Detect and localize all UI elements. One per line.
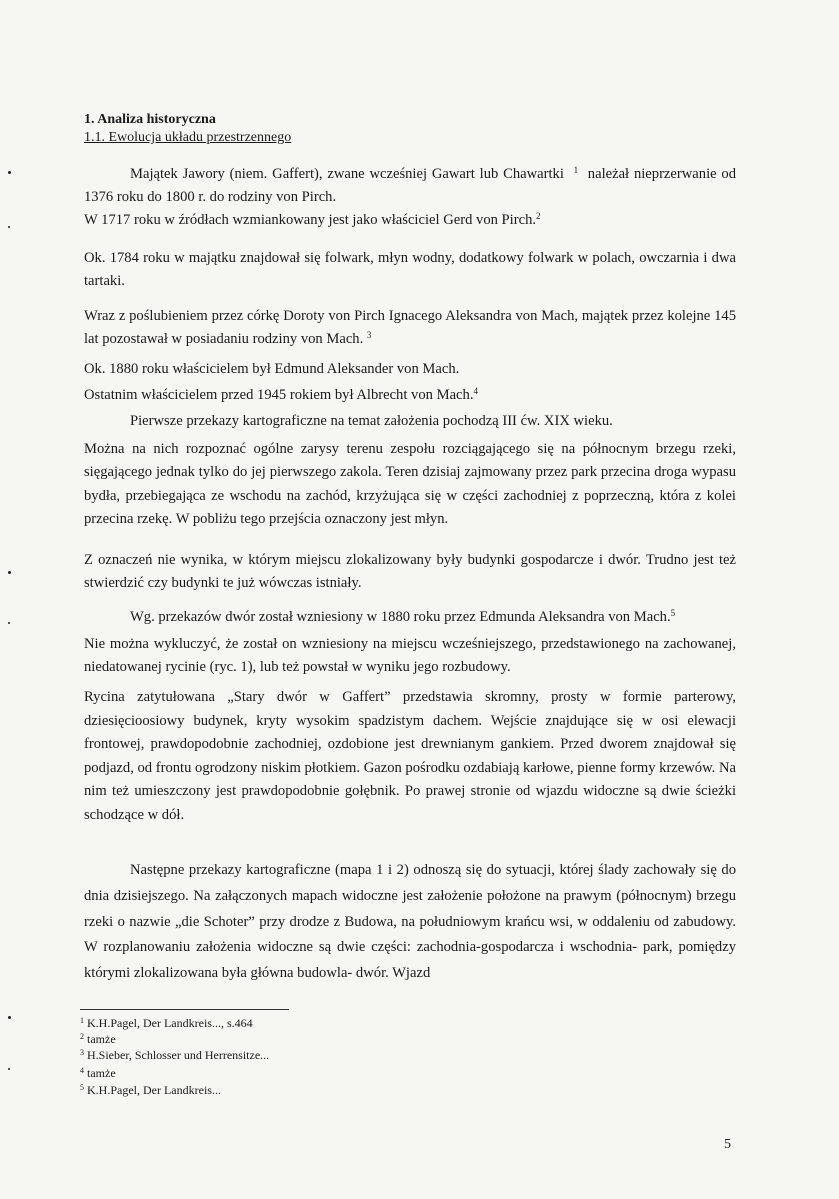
footnote-ref-2: 2 xyxy=(536,211,541,221)
footnote-3-num: 3 xyxy=(80,1048,84,1057)
scan-speck xyxy=(8,1068,10,1070)
paragraph-9-body: Nie można wykluczyć, że został on wzniesiony na miejscu wcześniejszego, przedstawionego na zachowanej, niedatowanej rycinie (ryc. 1), lub też powstał w wyniku jego rozbudowy. xyxy=(84,636,736,676)
paragraph-11: Następne przekazy kartograficzne (mapa 1 i 2) odnoszą się do sytuacji, której ślady zachowały się do dnia dzisiejszego. Na załączonych mapach widoczne jest założenie położone na prawym (północnym) brzegu rzeki o nazwie „die Schoter” przy drodze z Budowa, na południowym krańcu wsi, w oddaleniu od zabudowy. W rozplanowaniu założenia widoczne są dwie części: zachodnia-gospodarcza i wschodnia- park, pomiędzy którymi zlokalizowana była główna budowla- dwór. Wjazd xyxy=(84,862,736,982)
paragraph-5: Ok. 1880 roku właścicielem był Edmund Aleksander von Mach. xyxy=(84,361,460,377)
paragraph-3: Ok. 1784 roku w majątku znajdował się folwark, młyn wodny, dodatkowy folwark w polach, owczarnia i dwa tartaki. xyxy=(84,250,736,290)
paragraph-9-first-line xyxy=(84,606,736,629)
paragraph-2 xyxy=(84,209,736,232)
scan-speck xyxy=(8,622,10,624)
page-number: 5 xyxy=(724,1137,731,1152)
paragraph-4-text: Wraz z poślubieniem przez córkę Doroty von Pirch Ignacego Aleksandra von Mach, majątek przez kolejne 145 lat pozostawał w posiadaniu rodziny von Mach. xyxy=(84,308,736,348)
footnote-3 xyxy=(80,1048,269,1063)
footnote-ref-5: 5 xyxy=(670,608,676,618)
paragraph-2-text: W 1717 roku w źródłach wzmiankowany jest jako właściciel Gerd von Pirch. xyxy=(84,212,537,228)
scan-speck xyxy=(8,171,11,174)
footnote-1-num: 1 xyxy=(80,1016,84,1025)
footnote-ref-4: 4 xyxy=(473,386,478,396)
section-heading: 1. Analiza historyczna xyxy=(84,112,216,127)
footnote-separator xyxy=(80,1009,289,1010)
paragraph-9-first-text: Wg. przekazów dwór został wzniesiony w 1880 roku przez Edmunda Aleksandra von Mach. xyxy=(130,609,671,625)
paragraph-8: Z oznaczeń nie wynika, w którym miejscu zlokalizowany były budynki gospodarcze i dwór. Trudno jest też stwierdzić czy budynki te już wówczas istniały. xyxy=(84,552,736,592)
scan-speck xyxy=(8,226,10,228)
paragraph-6 xyxy=(84,384,736,407)
footnote-4-text: tamże xyxy=(87,1066,116,1080)
footnote-4-num: 4 xyxy=(80,1066,84,1075)
footnote-5 xyxy=(80,1083,221,1098)
paragraph-10: Rycina zatytułowana „Stary dwór w Gaffert” przedstawia skromny, prosty w formie parterowy, dziesięcioosiowy budynek, kryty wysokim spadzistym dachem. Wejście znajdujące się w osi elewacji frontowej, prawdopodobnie zachodniej, ozdobione jest drewnianym gankiem. Przed dworem znajdował się podjazd, od frontu ogrodzony niskim płotkiem. Gazon pośrodku ozdabiają karłowe, pienne formy krzewów. Na nim też umieszczony jest prawdopodobnie gołębnik. Po prawej stronie od wjazdu widoczne są dwie ścieżki schodzące w dół. xyxy=(84,689,736,823)
footnote-4 xyxy=(80,1066,116,1081)
footnote-5-text: K.H.Pagel, Der Landkreis... xyxy=(87,1083,221,1097)
scan-speck xyxy=(8,571,11,574)
footnote-ref-1: 1 xyxy=(573,165,579,175)
paragraph-1-tail: należał nieprzerwanie od 1376 roku do 1800 r. do rodziny von Pirch. xyxy=(84,166,737,206)
paragraph-1 xyxy=(84,163,736,210)
paragraph-7-first-line: Pierwsze przekazy kartograficzne na temat założenia pochodzą III ćw. XIX wieku. xyxy=(130,413,613,429)
footnote-2-text: tamże xyxy=(87,1032,116,1046)
footnote-1-text: K.H.Pagel, Der Landkreis..., s.464 xyxy=(87,1016,253,1030)
footnote-3-text: H.Sieber, Schlosser und Herrensitze... xyxy=(87,1048,270,1062)
paragraph-7-body: Można na nich rozpoznać ogólne zarysy terenu zespołu rozciągającego się na północnym brzegu rzeki, sięgającego jednak tylko do jej pierwszego zakola. Teren dzisiaj zajmowany przez park przecina droga wypasu bydła, przebiegająca ze wschodu na zachód, krzyżująca się w części zachodniej z poprzeczną, która z kolei przecina rzekę. W pobliżu tego przejścia oznaczony jest młyn. xyxy=(84,441,736,528)
footnote-5-num: 5 xyxy=(80,1083,84,1092)
footnote-2 xyxy=(80,1032,116,1047)
paragraph-6-text: Ostatnim właścicielem przed 1945 rokiem był Albrecht von Mach. xyxy=(84,387,474,403)
paragraph-4 xyxy=(84,305,736,352)
footnote-1 xyxy=(80,1016,253,1031)
footnote-ref-3: 3 xyxy=(366,330,372,341)
subsection-heading: 1.1. Ewolucja układu przestrzennego xyxy=(84,130,292,145)
paragraph-1-text: Majątek Jawory (niem. Gaffert), zwane wcześniej Gawart lub Chawartki xyxy=(130,166,564,182)
footnote-2-num: 2 xyxy=(80,1032,84,1041)
scan-speck xyxy=(8,1016,11,1019)
